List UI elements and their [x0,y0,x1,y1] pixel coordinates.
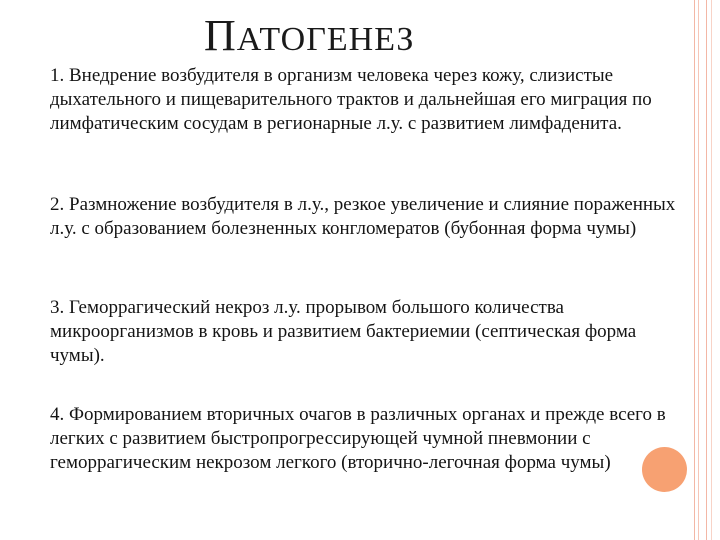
slide-title-initial: П [204,11,237,60]
slide-title [204,11,415,62]
paragraph-3: 3. Геморрагический некроз л.у. прорывом большого количества микроорганизмов в кровь и развитием бактериемии (септическая форма чумы). [50,297,637,366]
decorative-border-line [711,0,712,540]
decorative-border-line [694,0,695,540]
decorative-circle [642,447,687,492]
paragraph-1: 1. Внедрение возбудителя в организм человека через кожу, слизистые дыхательного и пищеварительного трактов и дальнейшая его миграция по лимфатическим сосудам в регионарные л.у. с развитием лимфаденита. [50,65,652,134]
paragraph-2: 2. Размножение возбудителя в л.у., резкое увеличение и слияние пораженных л.у. с образованием болезненных конгломератов (бубонная форма чумы) [50,194,676,239]
slide-title-rest: АТОГЕНЕЗ [236,21,415,58]
paragraph-4: 4. Формированием вторичных очагов в различных органах и прежде всего в легких с развитием быстропрогрессирующей чумной пневмонии с геморрагическим некрозом легкого (вторично-легочная форма чумы) [50,404,666,473]
decorative-border-line [706,0,707,540]
decorative-border-line [698,0,699,540]
